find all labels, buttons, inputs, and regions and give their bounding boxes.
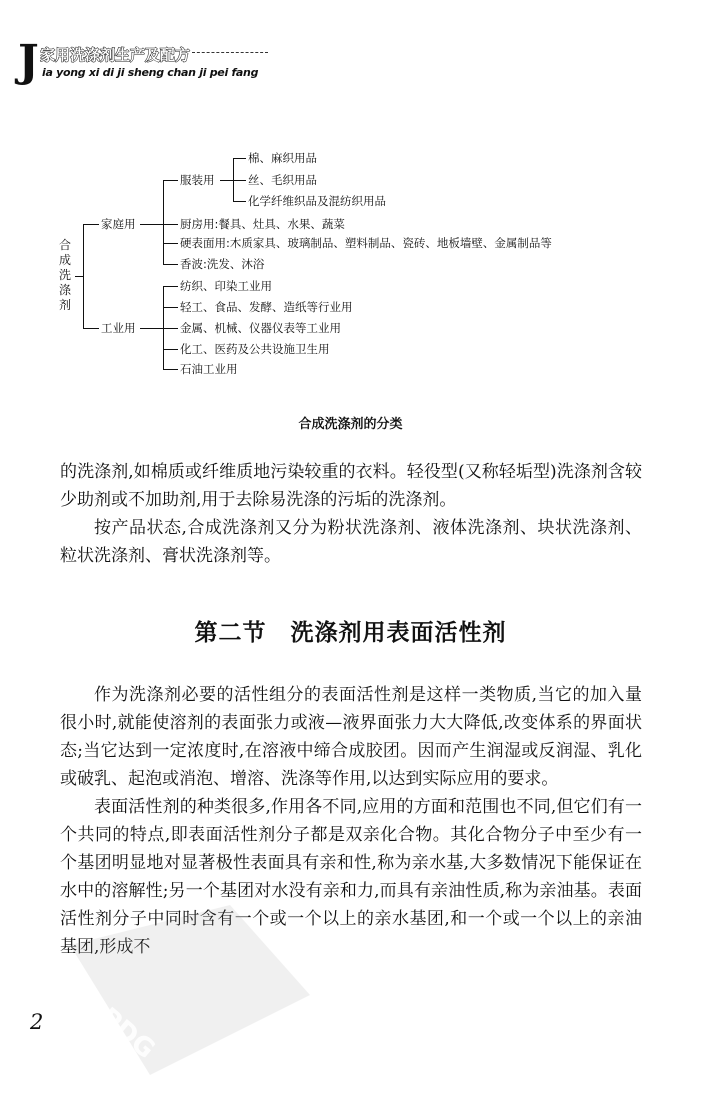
clothing-branch-line — [233, 180, 246, 181]
paragraph: 按产品状态,合成洗涤剂又分为粉状洗涤剂、液体洗涤剂、块状洗涤剂、粒状洗涤剂、膏状洗涤剂等。 — [60, 518, 642, 566]
shampoo-item: 香波:洗发、沐浴 — [180, 257, 265, 271]
diagram-caption: 合成洗涤剂的分类 — [298, 417, 403, 432]
paragraph: 的洗涤剂,如棉质或纤维质地污染较重的衣料。轻役型(又称轻垢型)洗涤剂含较少助剂或不加助剂,用于去除易洗涤的污垢的洗涤剂。 — [60, 462, 642, 510]
clothing-connector — [220, 180, 233, 181]
industry-item: 化工、医药及公共设施卫生用 — [180, 342, 330, 356]
home-connector — [140, 224, 163, 225]
page-number: 2 — [30, 1010, 44, 1034]
home-bracket-line — [163, 180, 164, 264]
home-use-label: 家庭用 — [101, 217, 136, 231]
hard-surface-item: 硬表面用:木质家具、玻璃制品、塑料制品、瓷砖、地板墙壁、金属制品等 — [180, 236, 552, 250]
industry-branch-line — [163, 286, 178, 287]
header-divider — [192, 52, 268, 53]
paragraph: 作为洗涤剂必要的活性组分的表面活性剂是这样一类物质,当它的加入量很小时,就能使溶剂的表面张力或液—液界面张力大大降低,改变体系的界面状态;当它达到一定浓度时,在溶液中缔合成胶团。因而产生润湿或反润湿、乳化或破乳、起泡或消泡、增溶、洗涤等作用,以达到实际应用的要求。 — [60, 685, 642, 789]
header-pinyin: ia yong xi di ji sheng chan ji pei fang — [42, 66, 259, 79]
root-bracket-line — [83, 224, 84, 328]
industry-branch-line — [163, 349, 178, 350]
industry-item: 金属、机械、仪器仪表等工业用 — [180, 321, 341, 335]
home-to-clothing-line — [163, 180, 178, 181]
home-to-hardsurface-line — [163, 243, 178, 244]
industry-use-label: 工业用 — [101, 321, 136, 335]
clothing-item: 棉、麻织用品 — [248, 151, 317, 165]
industry-item: 轻工、食品、发酵、造纸等行业用 — [180, 300, 353, 314]
industry-item: 石油工业用 — [180, 362, 238, 376]
home-to-shampoo-line — [163, 264, 178, 265]
section-title: 第二节 洗涤剂用表面活性剂 — [194, 620, 507, 646]
diagram-root-label: 合成洗涤剂 — [58, 238, 71, 312]
industry-item: 纺织、印染工业用 — [180, 279, 272, 293]
header-initial: J — [18, 36, 39, 87]
clothing-branch-line — [233, 201, 246, 202]
watermark-text: PDG — [93, 1002, 161, 1066]
clothing-item: 丝、毛织用品 — [248, 173, 317, 187]
clothing-use-label: 服装用 — [180, 173, 215, 187]
header-title: 家用洗涤剂生产及配方 — [40, 46, 191, 64]
kitchen-use-item: 厨房用:餐具、灶具、水果、蔬菜 — [180, 217, 345, 231]
home-to-kitchen-line — [163, 224, 178, 225]
body-text-top — [60, 458, 642, 570]
industry-connector — [140, 328, 163, 329]
body-text-bottom — [60, 681, 642, 961]
clothing-branch-line — [233, 158, 246, 159]
industry-branch-line — [163, 328, 178, 329]
root-connector — [75, 276, 83, 277]
root-to-home-line — [83, 224, 99, 225]
paragraph: 表面活性剂的种类很多,作用各不同,应用的方面和范围也不同,但它们有一个共同的特点,即表面活性剂分子都是双亲化合物。其化合物分子中至少有一个基团明显地对显著极性表面具有亲和性,称为亲水基,大多数情况下能保证在水中的溶解性;另一个基团对水没有亲和力,而具有亲油性质,称为亲油基。表面活性剂分子中同时含有一个或一个以上的亲水基团,和一个或一个以上的亲油基团,形成不 — [60, 797, 642, 957]
clothing-item: 化学纤维织品及混纺织用品 — [248, 194, 386, 208]
industry-branch-line — [163, 369, 178, 370]
industry-branch-line — [163, 307, 178, 308]
root-to-industry-line — [83, 328, 99, 329]
